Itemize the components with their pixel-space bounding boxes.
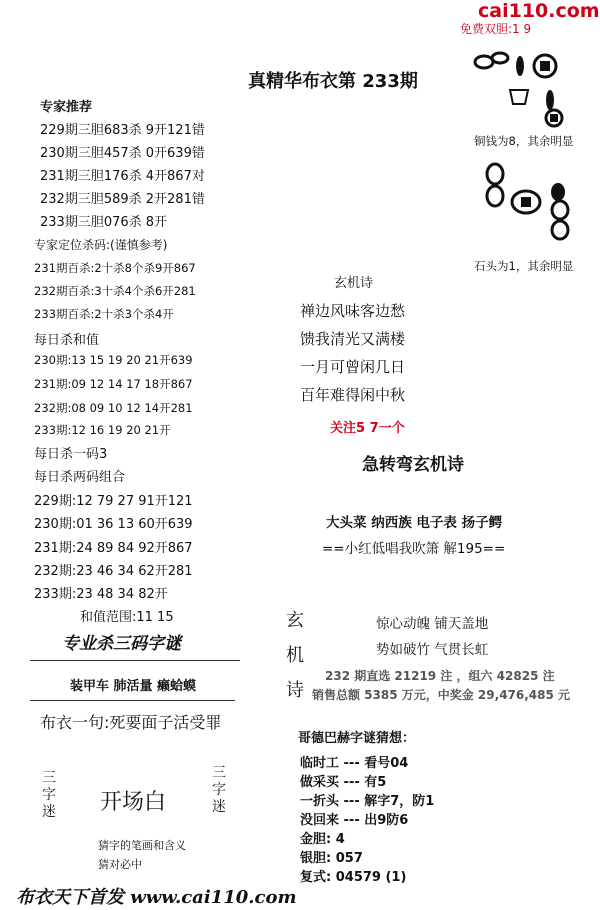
riddle-words: 装甲车 肺活量 癞蛤蟆 [70, 679, 197, 694]
goldbach-line: 临时工 --- 看号04 [300, 756, 409, 771]
daily-two-line: 232期:23 46 34 62开281 [34, 564, 193, 579]
stone [552, 201, 568, 219]
riddle-underline [30, 660, 240, 661]
goldbach-line: 银胆: 057 [300, 851, 363, 866]
opening-right-text: 三字迷 [212, 765, 226, 815]
coin [492, 53, 508, 63]
daily-sum-line: 232期:08 09 10 12 14开281 [34, 401, 193, 415]
poem-line: 馈我清光又满楼 [300, 330, 406, 348]
goldbach-line: 一折头 --- 解字7，防1 [300, 794, 435, 809]
stone [487, 186, 503, 206]
opening-note-1: 猜字的笔画和含义 [98, 839, 186, 852]
goldbach-line: 做采买 --- 有5 [300, 775, 387, 790]
coin [475, 56, 493, 68]
stones-picture [480, 160, 580, 250]
goldbach-line: 没回来 --- 出9防6 [300, 813, 409, 828]
xuanji-char: 玄 [286, 610, 304, 631]
hint-line: ==小红低唱我吹箫 解195== [322, 541, 506, 557]
daily-two-line: 231期:24 89 84 92开867 [34, 541, 193, 556]
opening-right [212, 765, 228, 816]
page-title: 真精华布衣第 233期 [248, 71, 418, 92]
daily-sum-heading: 每日杀和值 [34, 333, 100, 348]
list-item: 231期三胆176杀 4开867对 [40, 169, 205, 184]
stone [487, 164, 503, 184]
goldbach-heading: 哥德巴赫字谜猜想： [298, 731, 416, 746]
xuanji-char: 诗 [286, 680, 304, 701]
stone [552, 221, 568, 239]
xuanji-line-1: 惊心动魄 铺天盖地 [376, 616, 489, 632]
goldbach-line: 金胆: 4 [300, 832, 345, 847]
site-logo: cai110.com [478, 0, 600, 22]
buyi-saying: 布衣一句:死要面子活受罪 [40, 713, 222, 732]
daily-two-line: 230期:01 36 13 60开639 [34, 517, 193, 532]
poem-line: 禅边风味客边愁 [300, 302, 406, 320]
daily-two-line: 233期:23 48 34 82开 [34, 587, 168, 602]
pot [510, 90, 528, 104]
sum-range: 和值范围:11 15 [80, 610, 174, 625]
sales-line-2: 销售总额 5385 万元，中奖金 29,476,485 元 [312, 688, 571, 702]
opening-left [42, 770, 58, 821]
four-words: 大头菜 纳西族 电子表 扬子鳄 [326, 515, 503, 531]
stone [551, 183, 565, 201]
poem-line: 百年难得闲中秋 [300, 386, 406, 404]
position-kill-line: 233期百杀:2十杀3个杀4开 [34, 307, 174, 321]
daily-sum-line: 230期:13 15 19 20 21开639 [34, 353, 193, 367]
picture-caption-1: 铜钱为8，其余明显 [474, 134, 574, 148]
list-item: 230期三胆457杀 0开639错 [40, 146, 205, 161]
expert-heading: 专家推荐 [40, 100, 93, 115]
daily-sum-line: 233期:12 16 19 20 21开 [34, 423, 171, 437]
daily-kill-one: 每日杀一码3 [34, 447, 108, 462]
opening-center: 开场白 [100, 790, 167, 815]
picture-caption-2: 石头为1，其余明显 [474, 259, 574, 273]
xuanji-char: 机 [286, 645, 304, 666]
sales-line-1: 232 期直选 21219 注 ，组六 42825 注 [325, 669, 555, 683]
daily-two-heading: 每日杀两码组合 [34, 470, 126, 485]
list-item: 229期三胆683杀 9开121错 [40, 123, 205, 138]
position-kill-heading: 专家定位杀码:(谨慎参考) [34, 238, 168, 252]
riddle-divider [30, 700, 235, 701]
free-pair-label: 免费双胆:1 9 [460, 22, 532, 36]
poem-heading: 玄机诗 [334, 276, 374, 291]
position-kill-line: 231期百杀:2十杀8个杀9开867 [34, 261, 196, 275]
bean [516, 56, 524, 76]
turn-poem-heading: 急转弯玄机诗 [362, 455, 464, 475]
footer-brand: 布衣天下首发 www.cai110.com [16, 887, 297, 908]
daily-sum-line: 231期:09 12 14 17 18开867 [34, 377, 193, 391]
goldbach-line: 复式: 04579 (1) [300, 870, 407, 885]
riddle-heading: 专业杀三码字谜 [62, 634, 181, 654]
coins-picture [470, 48, 580, 128]
xuanji-line-2: 势如破竹 气贯长虹 [376, 642, 489, 658]
opening-note-2: 猜对必中 [98, 858, 142, 871]
opening-left-text: 三字迷 [42, 770, 56, 820]
focus-label: 关注5 7一个 [330, 421, 405, 436]
poem-line: 一月可曾闲几日 [300, 358, 406, 376]
position-kill-line: 232期百杀:3十杀4个杀6开281 [34, 284, 196, 298]
bean [546, 90, 554, 110]
list-item: 233期三胆076杀 8开 [40, 215, 168, 230]
daily-two-line: 229期:12 79 27 91开121 [34, 494, 193, 509]
list-item: 232期三胆589杀 2开281错 [40, 192, 205, 207]
